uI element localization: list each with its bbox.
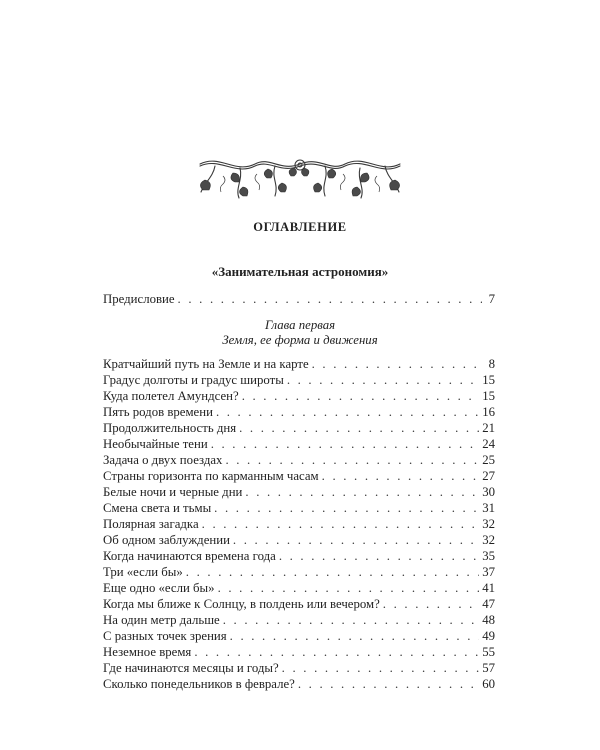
toc-entry[interactable] xyxy=(103,613,495,628)
toc-entry-label: Предисловие xyxy=(103,292,175,306)
toc-entry-label: Смена света и тьмы xyxy=(103,501,212,515)
toc-entry[interactable] xyxy=(103,405,495,420)
toc-entry-page: 48 xyxy=(482,613,495,627)
toc-entry-page: 41 xyxy=(482,581,495,595)
dot-leader xyxy=(245,485,479,500)
toc-entry-page: 35 xyxy=(482,549,495,563)
toc-entry-page: 21 xyxy=(482,421,495,435)
toc-entry-label: На один метр дальше xyxy=(103,613,220,627)
toc-entry[interactable] xyxy=(103,565,495,580)
toc-entry[interactable] xyxy=(103,661,495,676)
toc-entry[interactable] xyxy=(103,437,495,452)
dot-leader xyxy=(223,613,479,628)
vine-ornament-icon xyxy=(195,152,405,202)
dot-leader xyxy=(298,677,479,692)
dot-leader xyxy=(211,437,480,452)
toc-entry-page: 7 xyxy=(488,292,495,306)
dot-leader xyxy=(239,421,479,436)
toc-entry[interactable] xyxy=(103,597,495,612)
toc-entry-page: 55 xyxy=(482,645,495,659)
dot-leader xyxy=(282,661,480,676)
toc-entry-page: 57 xyxy=(482,661,495,675)
toc-entry[interactable] xyxy=(103,517,495,532)
toc-entry-page: 31 xyxy=(482,501,495,515)
toc-entry-label: Задача о двух поездах xyxy=(103,453,223,467)
toc-entry-page: 27 xyxy=(482,469,495,483)
toc-title: ОГЛАВЛЕНИЕ xyxy=(253,220,347,234)
toc-entry[interactable] xyxy=(103,357,495,372)
toc-entry[interactable] xyxy=(103,581,495,596)
toc-entry-page: 8 xyxy=(488,357,495,371)
toc-entry-label: Градус долготы и градус широты xyxy=(103,373,284,387)
toc-entry-page: 25 xyxy=(482,453,495,467)
toc-entry-label: Белые ночи и черные дни xyxy=(103,485,243,499)
dot-leader xyxy=(225,453,479,468)
chapter-name: Земля, ее форма и движения xyxy=(222,333,378,347)
toc-entry[interactable] xyxy=(103,453,495,468)
toc-entry-page: 49 xyxy=(482,629,495,643)
toc-entry-page: 47 xyxy=(482,597,495,611)
toc-entry-page: 24 xyxy=(482,437,495,451)
dot-leader xyxy=(322,469,480,484)
toc-entry-page: 37 xyxy=(482,565,495,579)
toc-entry-preface[interactable] xyxy=(103,292,495,307)
toc-entry-label: Страны горизонта по карманным часам xyxy=(103,469,319,483)
dot-leader xyxy=(214,501,479,516)
chapter-number: Глава первая xyxy=(264,318,336,332)
toc-entry[interactable] xyxy=(103,549,495,564)
dot-leader xyxy=(233,533,479,548)
toc-entry-page: 32 xyxy=(482,517,495,531)
toc-entry[interactable] xyxy=(103,469,495,484)
toc-entry[interactable] xyxy=(103,629,495,644)
toc-entry[interactable] xyxy=(103,421,495,436)
dot-leader xyxy=(287,373,479,388)
toc-entry[interactable] xyxy=(103,533,495,548)
toc-entry-label: Где начинаются месяцы и годы? xyxy=(103,661,279,675)
toc-entry-label: Еще одно «если бы» xyxy=(103,581,215,595)
toc-entry-label: Необычайные тени xyxy=(103,437,208,451)
toc-entry-page: 60 xyxy=(482,677,495,691)
toc-entry[interactable] xyxy=(103,389,495,404)
dot-leader xyxy=(216,405,479,420)
toc-entry-page: 30 xyxy=(482,485,495,499)
dot-leader xyxy=(178,292,482,307)
toc-entry-label: Неземное время xyxy=(103,645,192,659)
toc-entry-label: Сколько понедельников в феврале? xyxy=(103,677,295,691)
toc-entry[interactable] xyxy=(103,485,495,500)
book-title: «Занимательная астрономия» xyxy=(211,264,389,279)
toc-entry[interactable] xyxy=(103,501,495,516)
dot-leader xyxy=(230,629,480,644)
toc-entry-label: Три «если бы» xyxy=(103,565,183,579)
dot-leader xyxy=(383,597,479,612)
toc-entry[interactable] xyxy=(103,373,495,388)
toc-entry-label: Когда начинаются времена года xyxy=(103,549,276,563)
toc-entry-page: 32 xyxy=(482,533,495,547)
dot-leader xyxy=(202,517,480,532)
dot-leader xyxy=(279,549,479,564)
dot-leader xyxy=(194,645,479,660)
dot-leader xyxy=(242,389,480,404)
toc-entry-label: Куда полетел Амундсен? xyxy=(103,389,239,403)
dot-leader xyxy=(312,357,482,372)
toc-entry-label: Кратчайший путь на Земле и на карте xyxy=(103,357,309,371)
toc-entry[interactable] xyxy=(103,677,495,692)
toc-entry-label: Полярная загадка xyxy=(103,517,199,531)
toc-entry[interactable] xyxy=(103,645,495,660)
toc-entry-label: Продолжительность дня xyxy=(103,421,237,435)
dot-leader xyxy=(218,581,480,596)
toc-entry-label: Когда мы ближе к Солнцу, в полдень или вечером? xyxy=(103,597,380,611)
toc-entry-page: 16 xyxy=(482,405,495,419)
toc-entry-label: С разных точек зрения xyxy=(103,629,227,643)
toc-entry-page: 15 xyxy=(482,389,495,403)
toc-entry-page: 15 xyxy=(482,373,495,387)
toc-entry-label: Пять родов времени xyxy=(103,405,213,419)
toc-entry-label: Об одном заблуждении xyxy=(103,533,230,547)
dot-leader xyxy=(186,565,479,580)
